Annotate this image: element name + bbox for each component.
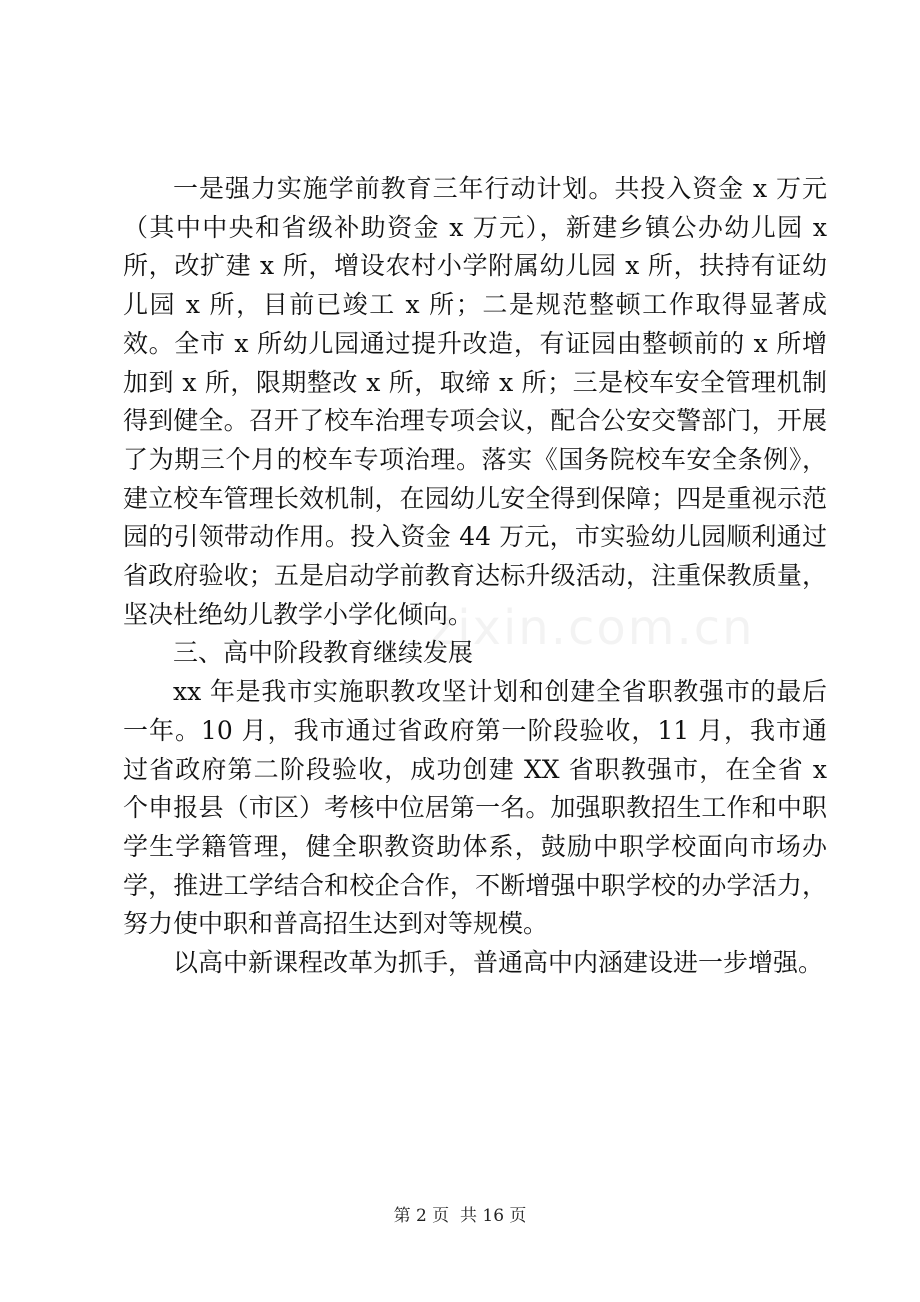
section-heading: 三、高中阶段教育继续发展 (173, 638, 474, 668)
paragraph-preschool: 一是强力实施学前教育三年行动计划。共投入资金 x 万元（其中中央和省级补助资金 x 万元），新建乡镇公办幼儿园 x 所，改扩建 x 所，增设农村小学附属幼儿园 x 所，扶持有证幼儿园 x 所，目前已竣工 x 所；二是规范整顿工作取得显著成效。全市 x 所幼儿园通过提升改造，有证园由整顿前的 x 所增加到 x 所，限期整改 x 所，取缔 x 所；三是校车安全管理机制得到健全。召开了校车治理专项会议，配合公安交警部门，开展了为期三个月的校车专项治理。落实《国务院校车安全条例》，建立校车管理长效机制，在园幼儿安全得到保障；四是重视示范园的引领带动作用。投入资金 44 万元，市实验幼儿园顺利通过省政府验收；五是启动学前教育达标升级活动，注重保教质量，坚决杜绝幼儿教学小学化倾向。 (123, 174, 827, 629)
page-footer: 第 2 页 共 16 页 (393, 1206, 527, 1226)
document-body (123, 170, 827, 983)
paragraph-vocational: xx 年是我市实施职教攻坚计划和创建全省职教强市的最后一年。10 月，我市通过省政府第一阶段验收，11 月，我市通过省政府第二阶段验收，成功创建 XX 省职教强市，在全省 x 个申报县（市区）考核中位居第一名。加强职教招生工作和中职学生学籍管理，健全职教资助体系，鼓励中职学校面向市场办学，推进工学结合和校企合作，不断增强中职学校的办学活力，努力使中职和普高招生达到对等规模。 (123, 677, 827, 939)
paragraph-high-school: 以高中新课程改革为抓手，普通高中内涵建设进一步增强。 (173, 948, 824, 978)
